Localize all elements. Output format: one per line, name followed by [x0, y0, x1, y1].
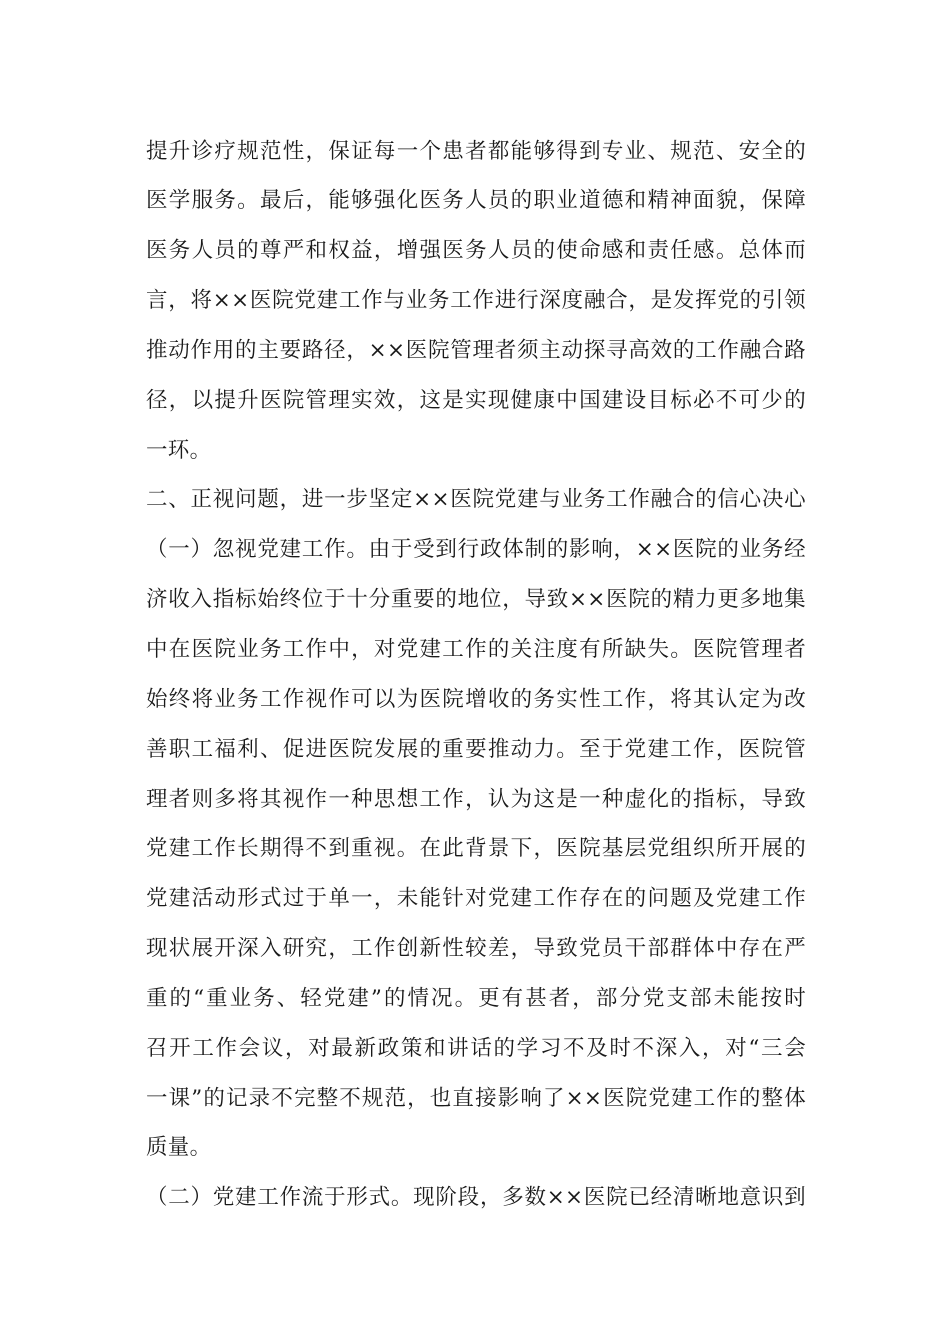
paragraph-line: 重的“重业务、轻党建”的情况。更有甚者，部分党支部未能按时 — [146, 986, 806, 1011]
paragraph-line: 党建工作长期得不到重视。在此背景下，医院基层党组织所开展的 — [146, 836, 806, 861]
paragraph-line: 推动作用的主要路径，××医院管理者须主动探寻高效的工作融合路 — [146, 338, 806, 363]
paragraph-line: （二）党建工作流于形式。现阶段，多数××医院已经清晰地意识到 — [146, 1185, 806, 1210]
paragraph-line: 医务人员的尊严和权益，增强医务人员的使命感和责任感。总体而 — [146, 238, 806, 263]
paragraph-line: 一课”的记录不完整不规范，也直接影响了××医院党建工作的整体 — [146, 1086, 806, 1111]
paragraph-line: 济收入指标始终位于十分重要的地位，导致××医院的精力更多地集 — [146, 587, 806, 612]
paragraph-line: 径，以提升医院管理实效，这是实现健康中国建设目标必不可少的 — [146, 388, 806, 413]
paragraph-line: 理者则多将其视作一种思想工作，认为这是一种虚化的指标，导致 — [146, 787, 806, 812]
paragraph-line: 言，将××医院党建工作与业务工作进行深度融合，是发挥党的引领 — [146, 288, 806, 313]
paragraph-line: 善职工福利、促进医院发展的重要推动力。至于党建工作，医院管 — [146, 737, 806, 762]
paragraph-line: 医学服务。最后，能够强化医务人员的职业道德和精神面貌，保障 — [146, 188, 806, 213]
paragraph-line: 提升诊疗规范性，保证每一个患者都能够得到专业、规范、安全的 — [146, 139, 806, 164]
paragraph-line: 中在医院业务工作中，对党建工作的关注度有所缺失。医院管理者 — [146, 637, 806, 662]
paragraph-line: 召开工作会议，对最新政策和讲话的学习不及时不深入，对“三会 — [146, 1036, 806, 1061]
paragraph-line: 一环。 — [146, 438, 212, 463]
paragraph-line: 质量。 — [146, 1135, 212, 1160]
paragraph-line: 党建活动形式过于单一，未能针对党建工作存在的问题及党建工作 — [146, 886, 806, 911]
paragraph-line: 始终将业务工作视作可以为医院增收的务实性工作，将其认定为改 — [146, 687, 806, 712]
paragraph-line: 现状展开深入研究，工作创新性较差，导致党员干部群体中存在严 — [146, 936, 806, 961]
paragraph-line: （一）忽视党建工作。由于受到行政体制的影响，××医院的业务经 — [146, 537, 806, 562]
section-heading: 二、正视问题，进一步坚定××医院党建与业务工作融合的信心决心 — [146, 487, 806, 512]
